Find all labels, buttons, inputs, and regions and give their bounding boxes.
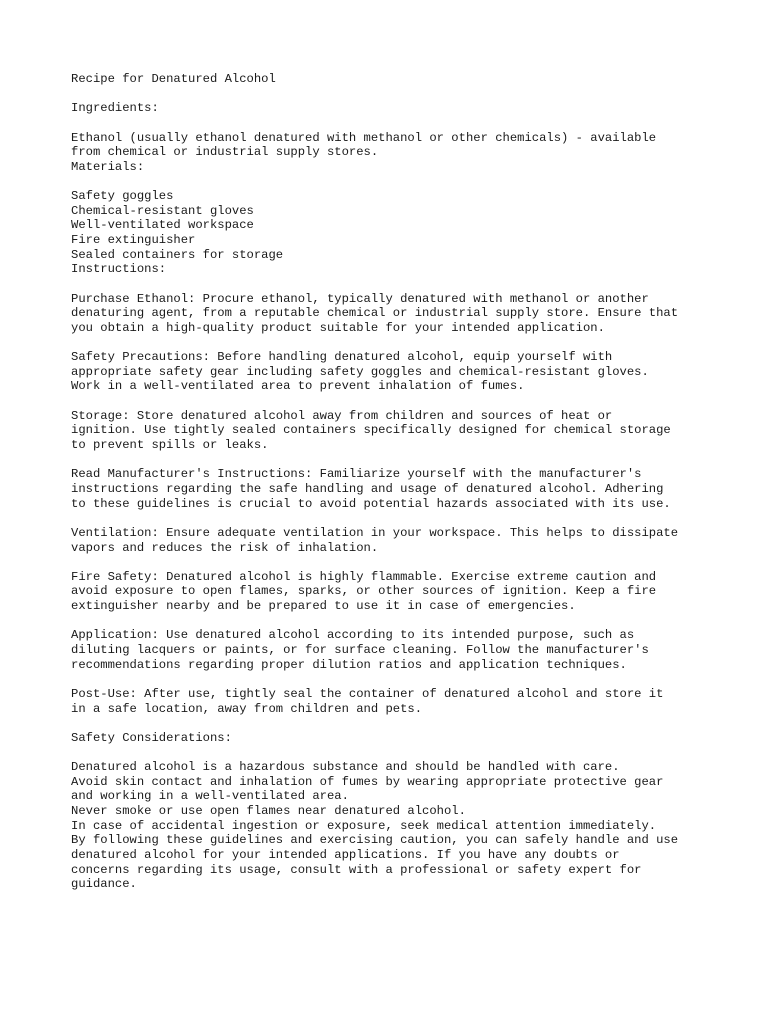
text-line: diluting lacquers or paints, or for surface cleaning. Follow the manufacturer's: [71, 642, 649, 657]
text-line: Materials:: [71, 159, 145, 174]
text-line: from chemical or industrial supply stores.: [71, 145, 379, 160]
text-line: Instructions:: [71, 262, 167, 277]
text-line: Storage: Store denatured alcohol away from children and sources of heat or: [71, 408, 613, 423]
text-line: Chemical-resistant gloves: [71, 203, 254, 218]
text-line: denaturing agent, from a reputable chemical or industrial supply store. Ensure that: [71, 306, 679, 321]
text-line: extinguisher nearby and be prepared to use it in case of emergencies.: [71, 599, 576, 614]
text-line: Avoid skin contact and inhalation of fumes by wearing appropriate protective gear: [71, 774, 664, 789]
text-line: to prevent spills or leaks.: [71, 438, 269, 453]
text-line: [71, 174, 731, 189]
text-line: Ventilation: Ensure adequate ventilation in your workspace. This helps to dissipate: [71, 525, 679, 540]
text-line: and working in a well-ventilated area.: [71, 789, 349, 804]
text-line: denatured alcohol for your intended applications. If you have any doubts or: [71, 847, 620, 862]
text-line: Denatured alcohol is a hazardous substance and should be handled with care.: [71, 760, 620, 775]
text-line: Never smoke or use open flames near denatured alcohol.: [71, 804, 466, 819]
text-line: concerns regarding its usage, consult with a professional or safety expert for: [71, 862, 642, 877]
text-line: [71, 453, 731, 468]
text-line: [71, 614, 731, 629]
text-line: [71, 116, 731, 131]
text-line: Post-Use: After use, tightly seal the container of denatured alcohol and store it: [71, 686, 664, 701]
text-line: guidance.: [71, 877, 137, 892]
text-line: Sealed containers for storage: [71, 247, 284, 262]
text-line: vapors and reduces the risk of inhalation.: [71, 540, 379, 555]
text-line: [71, 672, 731, 687]
text-line: Ingredients:: [71, 101, 159, 116]
text-line: [71, 745, 731, 760]
text-line: In case of accidental ingestion or exposure, seek medical attention immediately.: [71, 818, 657, 833]
text-line: recommendations regarding proper dilution ratios and application techniques.: [71, 657, 627, 672]
text-line: Work in a well-ventilated area to prevent inhalation of fumes.: [71, 379, 525, 394]
text-line: [71, 716, 731, 731]
text-line: to these guidelines is crucial to avoid potential hazards associated with its use.: [71, 496, 671, 511]
text-line: avoid exposure to open flames, sparks, or other sources of ignition. Keep a fire: [71, 584, 657, 599]
text-line: you obtain a high-quality product suitable for your intended application.: [71, 320, 605, 335]
text-line: Application: Use denatured alcohol according to its intended purpose, such as: [71, 628, 635, 643]
text-line: Well-ventilated workspace: [71, 218, 254, 233]
text-line: Safety Considerations:: [71, 730, 232, 745]
text-line: ignition. Use tightly sealed containers specifically designed for chemical storage: [71, 423, 671, 438]
text-line: in a safe location, away from children and pets.: [71, 701, 423, 716]
text-line: Ethanol (usually ethanol denatured with methanol or other chemicals) - available: [71, 130, 657, 145]
text-line: appropriate safety gear including safety goggles and chemical-resistant gloves.: [71, 364, 649, 379]
text-line: Read Manufacturer's Instructions: Familiarize yourself with the manufacturer's: [71, 467, 642, 482]
text-line: Fire Safety: Denatured alcohol is highly flammable. Exercise extreme caution and: [71, 569, 657, 584]
text-line: Safety goggles: [71, 189, 174, 204]
text-line: [71, 394, 731, 409]
text-line: [71, 87, 731, 102]
text-line: By following these guidelines and exercising caution, you can safely handle and use: [71, 833, 679, 848]
text-line: [71, 336, 731, 351]
text-line: Purchase Ethanol: Procure ethanol, typically denatured with methanol or another: [71, 291, 649, 306]
text-line: instructions regarding the safe handling and usage of denatured alcohol. Adhering: [71, 481, 664, 496]
text-line: [71, 277, 731, 292]
text-line: Safety Precautions: Before handling denatured alcohol, equip yourself with: [71, 350, 613, 365]
text-line: Recipe for Denatured Alcohol: [71, 72, 276, 86]
document-body: [71, 72, 731, 892]
text-line: [71, 511, 731, 526]
text-line: [71, 555, 731, 570]
text-line: Fire extinguisher: [71, 233, 196, 248]
